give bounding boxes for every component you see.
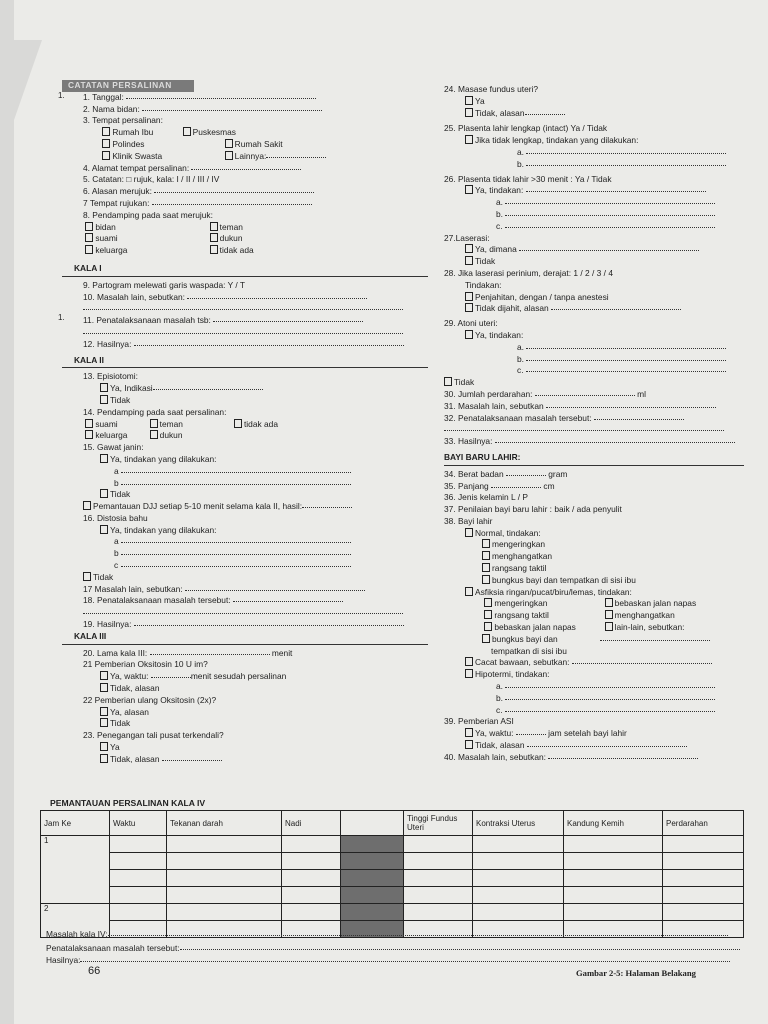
opt-p-dukun[interactable]: dukun: [150, 430, 183, 442]
shaded-cell: [341, 904, 404, 921]
table-cell[interactable]: [282, 904, 341, 921]
table-cell[interactable]: [282, 836, 341, 853]
figure-caption: Gambar 2-5: Halaman Belakang: [576, 968, 696, 978]
table-cell[interactable]: [663, 853, 744, 870]
opt-atoni-tidak[interactable]: Tidak: [444, 377, 744, 389]
th-kontraksi: Kontraksi Uterus: [473, 811, 564, 836]
table-cell[interactable]: [404, 887, 473, 904]
item-masalah-lain-k1[interactable]: 10. Masalah lain, sebutkan:: [62, 292, 428, 304]
item-pemberian-asi: 39. Pemberian ASI: [444, 716, 514, 727]
opt-dukun[interactable]: dukun: [210, 233, 243, 245]
item-lama-kala-3[interactable]: 20. Lama kala III: menit: [83, 647, 293, 658]
table-cell[interactable]: [473, 870, 564, 887]
right-column: 24. Masase fundus uteri? Ya Tidak, alasan 25. Plasenta lahir lengkap (intact) Ya / Tidak Jika tidak lengkap, tindakan yang dilakukan: a. b. 26. Plasenta tidak lahir >30 menit : Ya / Tidak Ya, tindakan: a. b. c. 27.Laserasi: Ya, dimana Tidak 28. Jika laserasi perinium, derajat: 1 / 2 / 3 / 4 Tindakan: Penjahitan, dengan / tanpa anestesi Tidak dijahit, alasan 29. Atoni uteri: Ya, tindakan: a. b. c. Tidak 30. Jumlah perdarahan: ml 31. Masalah lain, sebutkan 32. Penatalaksanaan masalah tersebut: 33. Hasilnya: BAYI BARU LAHIR: 34. Berat badan gram 35. Panjang cm 36. Jenis kelamin L / P 37. Penilaian bayi baru lahir : baik / ada penyulit 38. Bayi lahir Normal, tindakan: mengeringkan menghangatkan rangsang taktil bungkus bayi dan tempatkan di sisi ibu Asfiksia ringan/pucat/biru/lemas, tindakan: mengeringkan bebaskan jalan napas rangsang taktil menghangatkan bebaskan jalan napas lain-lain, sebutkan: bungkus bayi dan tempatkan di sisi ibu Cacat bawaan, sebutkan: Hipotermi, tindakan: a. b. c. 39. Pemberian ASI Ya, waktu: jam setelah bayi lahir Tidak, alasan 40. Masalah lain, sebutkan:: [444, 84, 744, 764]
shaded-cell: [341, 853, 404, 870]
opt-suami[interactable]: suami: [85, 233, 207, 245]
shaded-cell: [341, 887, 404, 904]
item-atoni-uteri: 29. Atoni uteri:: [444, 318, 498, 329]
table-cell[interactable]: [110, 853, 167, 870]
item-panjang[interactable]: 35. Panjang cm: [444, 480, 555, 491]
opt-tali-pusat-tidak[interactable]: Tidak, alasan: [62, 754, 428, 766]
table-cell[interactable]: [564, 836, 663, 853]
table-cell[interactable]: [564, 853, 663, 870]
table-cell[interactable]: [663, 870, 744, 887]
opt-asf-mengeringkan[interactable]: mengeringkan: [484, 598, 602, 610]
opt-puskesmas[interactable]: Puskesmas: [183, 127, 236, 139]
opt-p-tidak-ada[interactable]: tidak ada: [234, 419, 278, 431]
item-distosia-bahu: 16. Distosia bahu: [83, 512, 148, 523]
opt-gawat-janin-ya[interactable]: Ya, tindakan yang dilakukan:: [62, 454, 428, 466]
table-cell[interactable]: [473, 836, 564, 853]
opt-p-teman[interactable]: teman: [150, 419, 232, 431]
item-hasilnya-k1[interactable]: 12. Hasilnya:: [62, 339, 428, 351]
catatan-header: CATATAN PERSALINAN: [62, 80, 194, 92]
opt-teman[interactable]: teman: [210, 222, 243, 234]
table-cell[interactable]: [110, 836, 167, 853]
table-cell[interactable]: [167, 853, 282, 870]
item-masalah-lain-k3[interactable]: 31. Masalah lain, sebutkan: [444, 401, 744, 413]
opt-lainnya[interactable]: Lainnya:: [225, 151, 327, 163]
item-plasenta-tidak-lahir[interactable]: 26. Plasenta tidak lahir >30 menit : Ya / Tidak: [444, 173, 612, 184]
item-oksitosin-ulang: 22 Pemberian ulang Oksitosin (2x)?: [83, 694, 217, 705]
item-penegangan-tali-pusat: 23. Penegangan tali pusat terkendali?: [83, 730, 224, 741]
opt-penjahitan[interactable]: Penjahitan, dengan / tanpa anestesi: [444, 292, 744, 304]
opt-keluarga[interactable]: keluarga: [85, 245, 207, 257]
table-cell[interactable]: [473, 904, 564, 921]
opt-asf-lainlain[interactable]: lain-lain, sebutkan:: [605, 622, 685, 634]
table-cell[interactable]: [564, 870, 663, 887]
table-cell[interactable]: [110, 887, 167, 904]
item-masalah-lain-bayi[interactable]: 40. Masalah lain, sebutkan:: [444, 752, 744, 764]
th-waktu: Waktu: [110, 811, 167, 836]
opt-asf-bebaskan[interactable]: bebaskan jalan napas: [605, 598, 697, 610]
table-cell[interactable]: [282, 887, 341, 904]
item-berat-badan[interactable]: 34. Berat badan gram: [444, 468, 568, 479]
opt-asi-tidak[interactable]: Tidak, alasan: [444, 740, 744, 752]
item-episiotomi: 13. Episiotomi:: [83, 371, 138, 382]
opt-gawat-janin-tidak[interactable]: Tidak: [62, 489, 428, 501]
bayi-baru-lahir-header: BAYI BARU LAHIR:: [444, 451, 521, 462]
item-jenis-kelamin[interactable]: 36. Jenis kelamin L / P: [444, 492, 528, 503]
item-gawat-janin: 15. Gawat janin:: [83, 442, 144, 453]
opt-bayi-normal[interactable]: Normal, tindakan:: [444, 528, 744, 540]
item-plasenta-lengkap[interactable]: 25. Plasenta lahir lengkap (intact) Ya / Tidak: [444, 123, 608, 134]
item-masalah-lain-k2[interactable]: 17 Masalah lain, sebutkan:: [62, 584, 428, 596]
opt-hipotermi[interactable]: Hipotermi, tindakan:: [444, 669, 744, 681]
opt-p-suami[interactable]: suami: [85, 419, 147, 431]
penatalaksanaan-kala-4[interactable]: Penatalaksanaan masalah tersebut:: [46, 943, 740, 953]
opt-masase-ya[interactable]: Ya: [444, 96, 744, 108]
opt-oksitosin-tidak[interactable]: Tidak, alasan: [62, 683, 428, 695]
opt-asf-menghangatkan[interactable]: menghangatkan: [605, 610, 675, 622]
table-cell[interactable]: [564, 904, 663, 921]
opt-tidak-ada[interactable]: tidak ada: [210, 245, 254, 257]
table-cell[interactable]: [663, 836, 744, 853]
opt-laserasi-tidak[interactable]: Tidak: [444, 256, 744, 268]
margin-number: 1.: [58, 313, 65, 322]
table-cell[interactable]: [404, 853, 473, 870]
table-cell[interactable]: [473, 887, 564, 904]
hasilnya-kala-4[interactable]: Hasilnya:: [46, 955, 730, 965]
th-kandung-kemih: Kandung Kemih: [564, 811, 663, 836]
table-cell[interactable]: [404, 870, 473, 887]
masalah-kala-4[interactable]: Masalah kala IV:: [46, 929, 728, 939]
kala-4-title: PEMANTAUAN PERSALINAN KALA IV: [50, 798, 206, 808]
row-label-1: 1: [41, 836, 110, 904]
table-cell[interactable]: [282, 870, 341, 887]
table-cell[interactable]: [167, 904, 282, 921]
opt-episiotomi-ya[interactable]: Ya, Indikasi: [62, 383, 428, 395]
table-cell[interactable]: [663, 904, 744, 921]
table-cell[interactable]: [110, 870, 167, 887]
th-perdarahan: Perdarahan: [663, 811, 744, 836]
opt-tidak-dijahit[interactable]: Tidak dijahit, alasan: [444, 303, 744, 315]
item-hasilnya-k3[interactable]: 33. Hasilnya:: [444, 436, 744, 448]
opt-mengeringkan[interactable]: mengeringkan: [444, 539, 744, 551]
kala-2-header: KALA II: [74, 354, 104, 365]
opt-asfiksia[interactable]: Asfiksia ringan/pucat/biru/lemas, tindakan:: [444, 587, 744, 599]
opt-asf-bungkus[interactable]: bungkus bayi dan: [444, 634, 744, 646]
opt-asf-rangsang[interactable]: rangsang taktil: [484, 610, 602, 622]
th-tekanan-darah: Tekanan darah: [167, 811, 282, 836]
item-partogram[interactable]: 9. Partogram melewati garis waspada: Y / T: [83, 279, 245, 290]
table-cell[interactable]: [404, 904, 473, 921]
th-nadi: Nadi: [282, 811, 341, 836]
table-cell[interactable]: [282, 853, 341, 870]
item-pemantauan-djj[interactable]: Pemantauan DJJ setiap 5-10 menit selama kala II, hasil:: [62, 501, 428, 513]
kala-1-header: KALA I: [74, 262, 102, 273]
table-cell[interactable]: [663, 887, 744, 904]
opt-episiotomi-tidak[interactable]: Tidak: [62, 395, 428, 407]
opt-rumah-ibu[interactable]: Rumah Ibu: [102, 127, 180, 139]
opt-masase-tidak[interactable]: Tidak, alasan: [444, 108, 744, 120]
opt-laserasi-ya[interactable]: Ya, dimana: [444, 244, 744, 256]
item-oksitosin: 21 Pemberian Oksitosin 10 U im?: [83, 659, 208, 670]
table-cell[interactable]: [167, 887, 282, 904]
opt-distosia-tidak[interactable]: Tidak: [62, 572, 428, 584]
item-masase-fundus: 24. Masase fundus uteri?: [444, 84, 539, 94]
table-cell[interactable]: [404, 836, 473, 853]
opt-klinik-swasta[interactable]: Klinik Swasta: [102, 151, 222, 163]
item-tempat-persalinan: 3. Tempat persalinan:: [83, 115, 163, 126]
opt-atoni-ya[interactable]: Ya, tindakan:: [444, 330, 744, 342]
item-tanggal[interactable]: 1. Tanggal:: [62, 92, 428, 104]
opt-rumah-sakit[interactable]: Rumah Sakit: [225, 139, 283, 151]
item-tempat-rujukan[interactable]: 7 Tempat rujukan:: [62, 198, 428, 210]
opt-polindes[interactable]: Polindes: [102, 139, 222, 151]
item-alamat[interactable]: 4. Alamat tempat persalinan:: [62, 163, 428, 175]
opt-oksitosin-ulang-tidak[interactable]: Tidak: [62, 718, 428, 730]
opt-bungkus-bayi[interactable]: bungkus bayi dan tempatkan di sisi ibu: [444, 575, 744, 587]
item-penilaian-bayi[interactable]: 37. Penilaian bayi baru lahir : baik / ada penyulit: [444, 504, 622, 515]
opt-asf-bebaskan-left[interactable]: bebaskan jalan napas: [484, 622, 602, 634]
item-alasan-merujuk[interactable]: 6. Alasan merujuk:: [62, 186, 428, 198]
table-cell[interactable]: [564, 887, 663, 904]
kala-4-table: [40, 810, 744, 938]
opt-oksitosin-ulang-ya[interactable]: Ya, alasan: [62, 707, 428, 719]
item-laserasi: 27.Laserasi:: [444, 232, 490, 243]
table-cell[interactable]: [167, 836, 282, 853]
th-tinggi-fundus: Tinggi Fundus Uteri: [404, 811, 473, 836]
table-cell[interactable]: [167, 870, 282, 887]
opt-cacat-bawaan[interactable]: Cacat bawaan, sebutkan:: [444, 657, 744, 669]
table-cell[interactable]: [110, 904, 167, 921]
opt-menghangatkan[interactable]: menghangatkan: [444, 551, 744, 563]
item-hasilnya-k2[interactable]: 19. Hasilnya:: [62, 619, 428, 631]
opt-plasenta-ya[interactable]: Ya, tindakan:: [444, 185, 744, 197]
th-blank: [341, 811, 404, 836]
shaded-cell: [341, 870, 404, 887]
opt-p-keluarga[interactable]: keluarga: [85, 430, 147, 442]
item-penatalaksanaan-k3[interactable]: 32. Penatalaksanaan masalah tersebut:: [444, 413, 744, 425]
item-catatan-rujuk[interactable]: 5. Catatan: □ rujuk, kala: I / II / III / IV: [83, 174, 220, 185]
opt-distosia-ya[interactable]: Ya, tindakan yang dilakukan:: [62, 525, 428, 537]
item-nama-bidan[interactable]: 2. Nama bidan:: [62, 104, 428, 116]
page-fold: [14, 40, 42, 120]
th-jam-ke: Jam Ke: [41, 811, 110, 836]
item-jumlah-perdarahan[interactable]: 30. Jumlah perdarahan: ml: [444, 388, 646, 399]
item-derajat-laserasi[interactable]: 28. Jika laserasi perinium, derajat: 1 / 2 / 3 / 4: [444, 267, 613, 278]
item-pendamping-persalinan: 14. Pendamping pada saat persalinan:: [83, 406, 227, 417]
margin-number: 1.: [58, 91, 65, 100]
item-bayi-lahir: 38. Bayi lahir: [444, 515, 493, 526]
kala-3-header: KALA III: [74, 630, 107, 641]
opt-bidan[interactable]: bidan: [85, 222, 207, 234]
table-cell[interactable]: [473, 853, 564, 870]
shaded-cell: [341, 836, 404, 853]
opt-oksitosin-ya[interactable]: Ya, waktu: menit sesudah persalinan: [62, 671, 428, 683]
row-label-2: 2: [41, 904, 110, 938]
opt-asi-ya[interactable]: Ya, waktu: jam setelah bayi lahir: [444, 728, 744, 740]
item-penatalaksanaan-k1[interactable]: 11. Penatalaksanaan masalah tsb:: [62, 315, 428, 327]
opt-tali-pusat-ya[interactable]: Ya: [62, 742, 428, 754]
opt-plasenta-jika[interactable]: Jika tidak lengkap, tindakan yang dilakukan:: [444, 135, 744, 147]
page-number: 66: [88, 965, 101, 977]
left-column: CATATAN PERSALINAN 1. Tanggal: 2. Nama bidan: 3. Tempat persalinan: Rumah Ibu Puskesmas Polindes Rumah Sakit Klinik Swasta Lainnya: 4. Alamat tempat persalinan: 5. Catatan: □ rujuk, kala: I / II / III / IV 6. Alasan merujuk: 7 Tempat rujukan: 8. Pendamping pada saat merujuk: bidan teman suami dukun keluarga tidak ada KALA I 9. Partogram melewati garis waspada: Y / T 10. Masalah lain, sebutkan: 11. Penatalaksanaan masalah tsb: 12. Hasilnya: KALA II 13. Episiotomi: Ya, Indikasi Tidak 14. Pendamping pada saat persalinan: suami teman tidak ada keluarga dukun 15. Gawat janin: Ya, tindakan yang dilakukan: a b Tidak Pemantauan DJJ setiap 5-10 menit selama kala II, hasil: 16. Distosia bahu Ya, tindakan yang dilakukan: a b c Tidak 17 Masalah lain, sebutkan: 18. Penatalaksanaan masalah tersebut: 19. Hasilnya: KALA III 20. Lama kala III: menit 21 Pemberian Oksitosin 10 U im? Ya, waktu: menit sesudah persalinan Tidak, alasan 22 Pemberian ulang Oksitosin (2x)? Ya, alasan Tidak 23. Penegangan tali pusat terkendali? Ya Tidak, alasan: [62, 80, 428, 766]
item-pendamping-merujuk: 8. Pendamping pada saat merujuk:: [83, 209, 213, 220]
item-penatalaksanaan-k2[interactable]: 18. Penatalaksanaan masalah tersebut:: [62, 595, 428, 607]
opt-rangsang-taktil[interactable]: rangsang taktil: [444, 563, 744, 575]
